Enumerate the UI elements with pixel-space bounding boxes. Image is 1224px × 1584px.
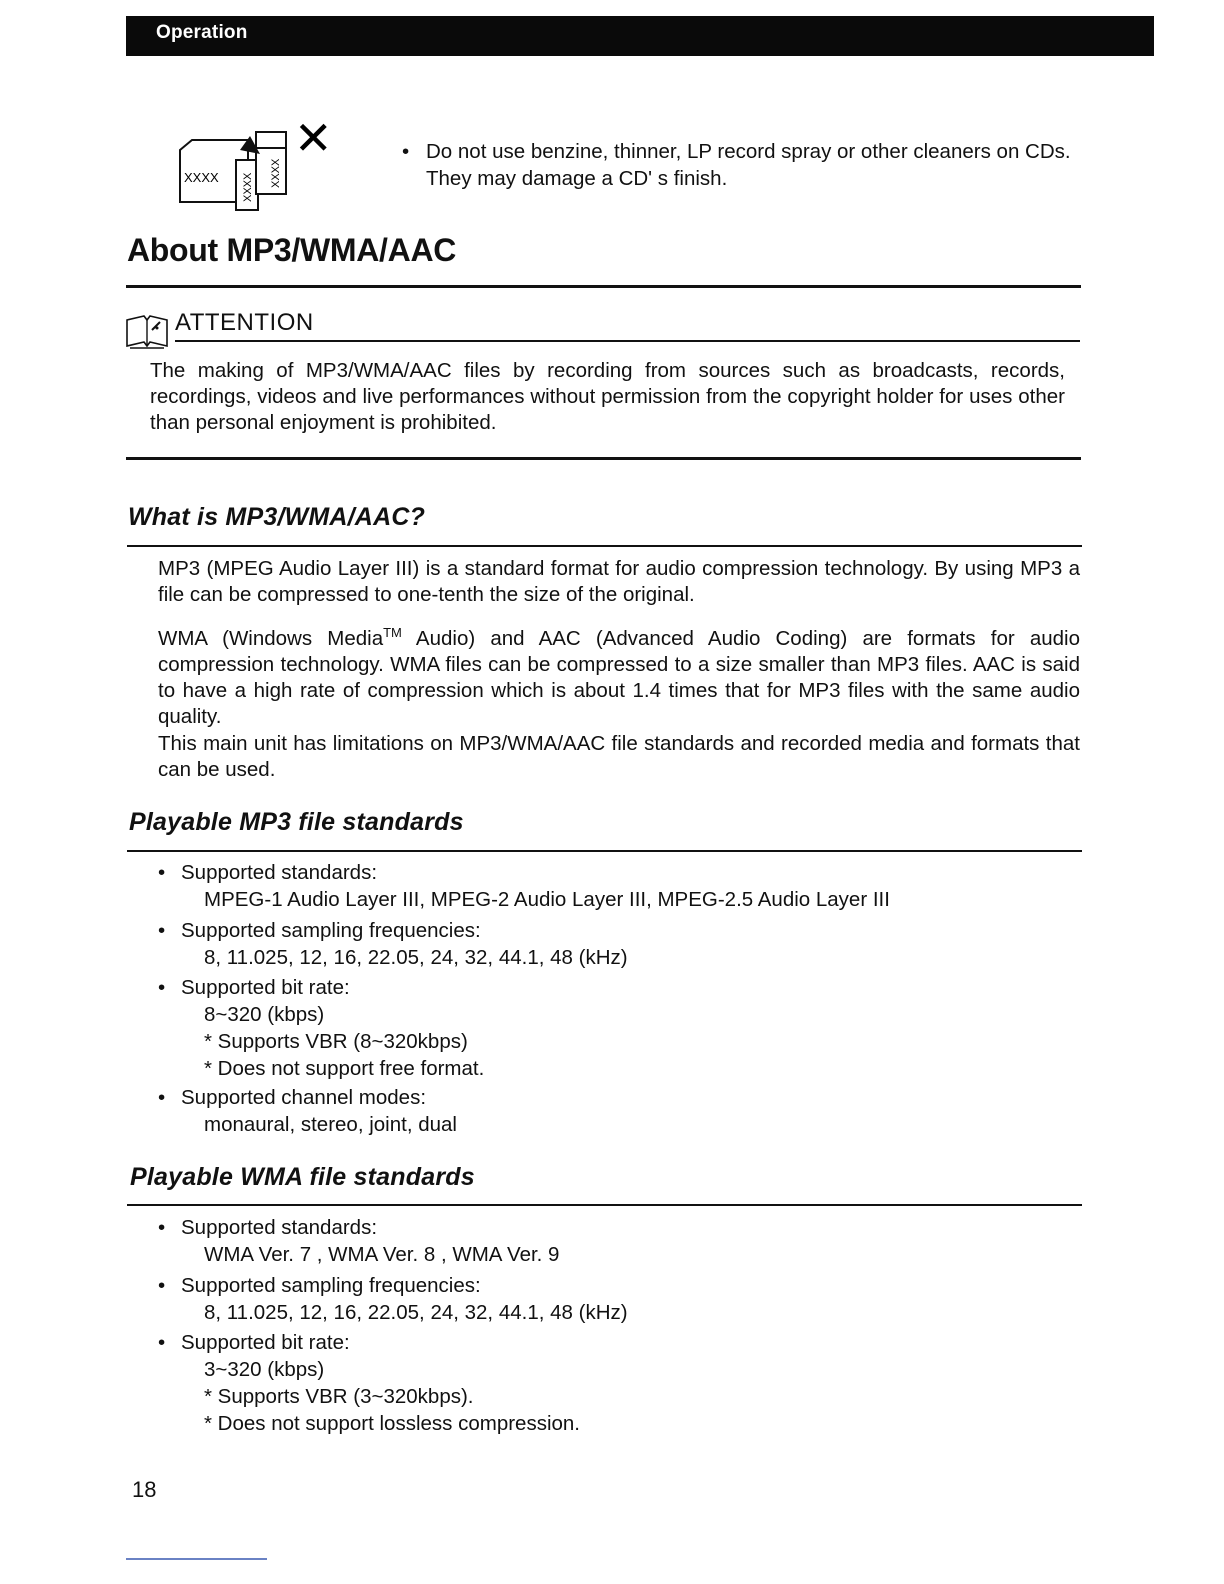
list-item-note: * Does not support lossless compression. bbox=[204, 1412, 581, 1435]
list-item-label: • Supported bit rate: bbox=[158, 974, 1058, 1001]
paragraph-wma-aac-part1: WMA (Windows Media bbox=[158, 626, 384, 650]
divider bbox=[127, 1204, 1082, 1206]
prohibited-x-icon: ✕ bbox=[294, 111, 333, 165]
list-item-label: • Supported channel modes: bbox=[158, 1084, 1058, 1111]
paragraph-wma-aac bbox=[158, 620, 1080, 730]
section-title: Operation bbox=[156, 22, 248, 43]
bottle-label-1: XXXX bbox=[242, 172, 254, 202]
list-item-value: 3~320 (kbps) bbox=[204, 1358, 325, 1381]
list-item-value: WMA Ver. 7 , WMA Ver. 8 , WMA Ver. 9 bbox=[204, 1243, 560, 1266]
wma-standards-item bbox=[158, 1214, 1058, 1268]
list-item-label: • Supported sampling frequencies: bbox=[158, 1272, 1058, 1299]
section-heading-mp3: Playable MP3 file standards bbox=[129, 808, 464, 836]
list-item-label: • Supported standards: bbox=[158, 1214, 1058, 1241]
list-item-note: * Supports VBR (3~320kbps). bbox=[204, 1385, 474, 1408]
mp3-standards-item bbox=[158, 859, 1058, 913]
divider bbox=[127, 545, 1082, 547]
list-item-value: 8~320 (kbps) bbox=[204, 1003, 325, 1026]
wma-bitrate-item bbox=[158, 1329, 1058, 1437]
divider bbox=[126, 457, 1081, 460]
section-header-bar bbox=[126, 16, 1154, 56]
list-item-value: 8, 11.025, 12, 16, 22.05, 24, 32, 44.1, 48 (kHz) bbox=[204, 1301, 628, 1324]
paragraph-wma-aac-part2: Audio) and AAC (Advanced Audio Coding) are formats for audio compression technology. WMA files can be compressed to a size smaller than MP3 files. AAC is said to have a high rate of compression which is about 1.4 times that for MP3 files with the same audio quality. bbox=[158, 626, 1080, 728]
divider bbox=[127, 850, 1082, 852]
mp3-frequency-item bbox=[158, 917, 1058, 971]
section-heading-wma: Playable WMA file standards bbox=[130, 1163, 475, 1191]
bottle-label-2: XXXX bbox=[270, 158, 282, 188]
attention-text: The making of MP3/WMA/AAC files by recording from sources such as broadcasts, records, recordings, videos and live performances without permission from the copyright holder for uses other than personal enjoyment is prohibited. bbox=[150, 359, 1065, 434]
paragraph-limitations: This main unit has limitations on MP3/WMA/AAC file standards and recorded media and formats that can be used. bbox=[158, 732, 1080, 781]
caution-text: Do not use benzine, thinner, LP record spray or other cleaners on CDs. They may damage a CD' s finish. bbox=[426, 140, 1071, 190]
bullet-icon: • bbox=[402, 140, 410, 163]
list-item-note: * Does not support free format. bbox=[204, 1057, 485, 1080]
divider bbox=[126, 285, 1081, 288]
attention-label: ATTENTION bbox=[175, 309, 314, 336]
mp3-channel-item bbox=[158, 1084, 1058, 1138]
trademark-sup: TM bbox=[383, 625, 402, 640]
list-item-label: • Supported standards: bbox=[158, 859, 1058, 886]
section-heading-what-is: What is MP3/WMA/AAC? bbox=[128, 503, 426, 531]
caution-item bbox=[402, 138, 1082, 192]
cd-cleaning-illustration bbox=[170, 110, 350, 220]
list-item-value: MPEG-1 Audio Layer III, MPEG-2 Audio Layer III, MPEG-2.5 Audio Layer III bbox=[204, 888, 890, 911]
list-item-note: * Supports VBR (8~320kbps) bbox=[204, 1030, 468, 1053]
paragraph-mp3: MP3 (MPEG Audio Layer III) is a standard format for audio compression technology. By using MP3 a file can be compressed to one-tenth the size of the original. bbox=[158, 557, 1080, 606]
list-item-value: monaural, stereo, joint, dual bbox=[204, 1113, 457, 1136]
mp3-bitrate-item bbox=[158, 974, 1058, 1082]
list-item-label: • Supported bit rate: bbox=[158, 1329, 1058, 1356]
wma-frequency-item bbox=[158, 1272, 1058, 1326]
page-title: About MP3/WMA/AAC bbox=[127, 232, 457, 268]
attention-underline bbox=[175, 340, 1080, 342]
footer-line bbox=[126, 1558, 267, 1560]
list-item-label: • Supported sampling frequencies: bbox=[158, 917, 1058, 944]
open-book-attention-icon bbox=[124, 312, 170, 352]
page-number: 18 bbox=[132, 1477, 157, 1502]
list-item-value: 8, 11.025, 12, 16, 22.05, 24, 32, 44.1, 48 (kHz) bbox=[204, 946, 628, 969]
disc-label: XXXX bbox=[184, 170, 219, 185]
